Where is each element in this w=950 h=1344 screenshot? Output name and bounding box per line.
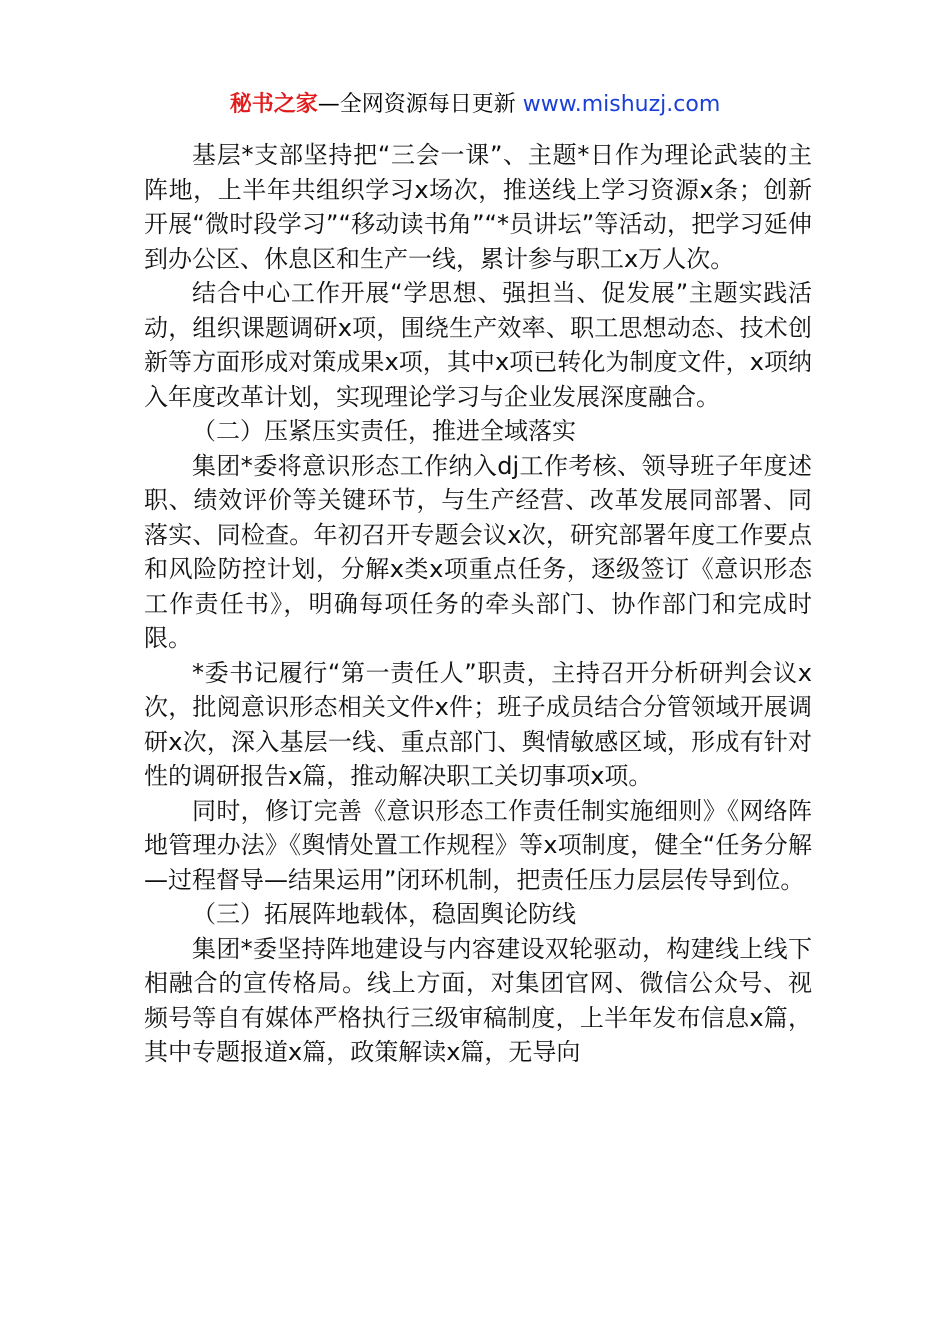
paragraph-practice-activities: 结合中心工作开展“学思想、强担当、促发展”主题实践活动，组织课题调研x项，围绕生产效率、职工思想动态、技术创新等方面形成对策成果x项，其中x项已转化为制度文件，x项纳入年度改革计划，实现理论学习与企业发展深度融合。 xyxy=(144,279,812,411)
section-heading-positions: （三）拓展阵地载体，稳固舆论防线 xyxy=(192,900,576,928)
site-url-link[interactable]: www.mishuzj.com xyxy=(522,92,721,117)
header-tagline: —全网资源每日更新 xyxy=(317,92,523,117)
site-header xyxy=(0,90,950,120)
paragraph-position-building: 集团*委坚持阵地建设与内容建设双轮驱动，构建线上线下相融合的宣传格局。线上方面，对集团官网、微信公众号、视频号等自有媒体严格执行三级审稿制度，上半年发布信息x篇，其中专题报道x篇，政策解读x篇，无导向 xyxy=(144,934,812,1066)
paragraph-study-positions: 基层*支部坚持把“三会一课”、主题*日作为理论武装的主阵地，上半年共组织学习x场次，推送线上学习资源x条；创新开展“微时段学习”“移动读书角”“*员讲坛”等活动，把学习延伸到办公区、休息区和生产一线，累计参与职工x万人次。 xyxy=(144,141,812,273)
paragraph-system-revision: 同时，修订完善《意识形态工作责任制实施细则》《网络阵地管理办法》《舆情处置工作规程》等x项制度，健全“任务分解—过程督导—结果运用”闭环机制，把责任压力层层传导到位。 xyxy=(144,796,812,894)
document-body xyxy=(144,138,812,1070)
brand-name: 秘书之家 xyxy=(229,92,318,117)
section-heading-responsibility: （二）压紧压实责任，推进全域落实 xyxy=(192,417,576,445)
paragraph-group-committee-assessment: 集团*委将意识形态工作纳入dj工作考核、领导班子年度述职、绩效评价等关键环节，与生产经营、改革发展同部署、同落实、同检查。年初召开专题会议x次，研究部署年度工作要点和风险防控计划，分解x类x项重点任务，逐级签订《意识形态工作责任书》，明确每项任务的牵头部门、协作部门和完成时限。 xyxy=(144,451,812,652)
paragraph-secretary-duties: *委书记履行“第一责任人”职责，主持召开分析研判会议x次，批阅意识形态相关文件x件；班子成员结合分管领域开展调研x次，深入基层一线、重点部门、舆情敏感区域，形成有针对性的调研报告x篇，推动解决职工关切事项x项。 xyxy=(144,658,812,790)
